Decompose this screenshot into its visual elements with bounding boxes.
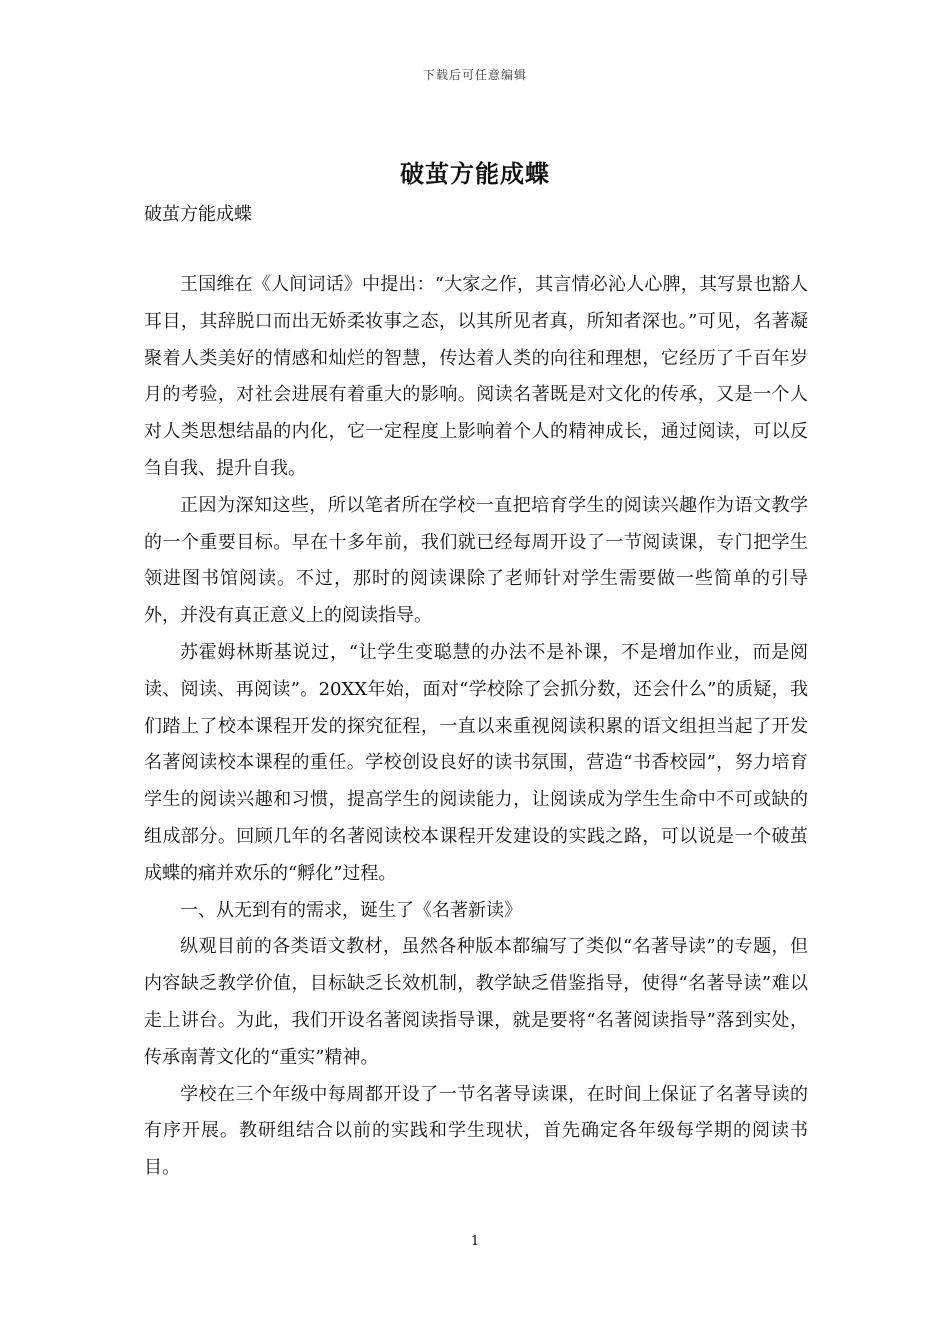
page-number: 1 (470, 1234, 480, 1249)
paragraph: 纵观目前的各类语文教材，虽然各种版本都编写了类似“名著导读”的专题，但内容缺乏教学价值，目标缺乏长效机制，教学缺乏借鉴指导，使得“名著导读”难以走上讲台。为此，我们开设名著阅读指导课，就是要将“名著阅读指导”落到实处，传承南菁文化的“重实”精神。 (144, 936, 808, 1068)
paragraph: 学校在三个年级中每周都开设了一节名著导读课，在时间上保证了名著导读的有序开展。教研组结合以前的实践和学生现状，首先确定各年级每学期的阅读书目。 (144, 1083, 808, 1179)
section-heading: 一、从无到有的需求，诞生了《名著新读》 (180, 899, 522, 921)
page-header-note: 下载后可任意编辑 (422, 68, 527, 82)
paragraph: 苏霍姆林斯基说过，“让学生变聪慧的办法不是补课，不是增加作业，而是阅读、阅读、再阅读”。20XX年始，面对“学校除了会抓分数，还会什么”的质疑，我们踏上了校本课程开发的探究征程，一直以来重视阅读积累的语文组担当起了开发名著阅读校本课程的重任。学校创设良好的读书氛围，营造“书香校园”，努力培育学生的阅读兴趣和习惯，提高学生的阅读能力，让阅读成为学生生命中不可或缺的组成部分。回顾几年的名著阅读校本课程开发建设的实践之路，可以说是一个破茧成蝶的痛并欢乐的“孵化”过程。 (144, 641, 808, 884)
document-subtitle: 破茧方能成蝶 (144, 204, 252, 225)
document-title: 破茧方能成蝶 (400, 159, 550, 188)
document-body (144, 267, 808, 1187)
paragraph: 正因为深知这些，所以笔者所在学校一直把培育学生的阅读兴趣作为语文教学的一个重要目标。早在十多年前，我们就已经每周开设了一节阅读课，专门把学生领进图书馆阅读。不过，那时的阅读课除了老师针对学生需要做一些简单的引导外，并没有真正意义上的阅读指导。 (144, 494, 808, 627)
paragraph: 王国维在《人间词话》中提出：“大家之作，其言情必沁人心脾，其写景也豁人耳目，其辞脱口而出无娇柔妆事之态，以其所见者真，所知者深也。”可见，名著凝聚着人类美好的情感和灿烂的智慧，传达着人类的向往和理想，它经历了千百年岁月的考验，对社会进展有着重大的影响。阅读名著既是对文化的传承，又是一个人对人类思想结晶的内化，它一定程度上影响着个人的精神成长，通过阅读，可以反刍自我、提升自我。 (144, 274, 808, 479)
